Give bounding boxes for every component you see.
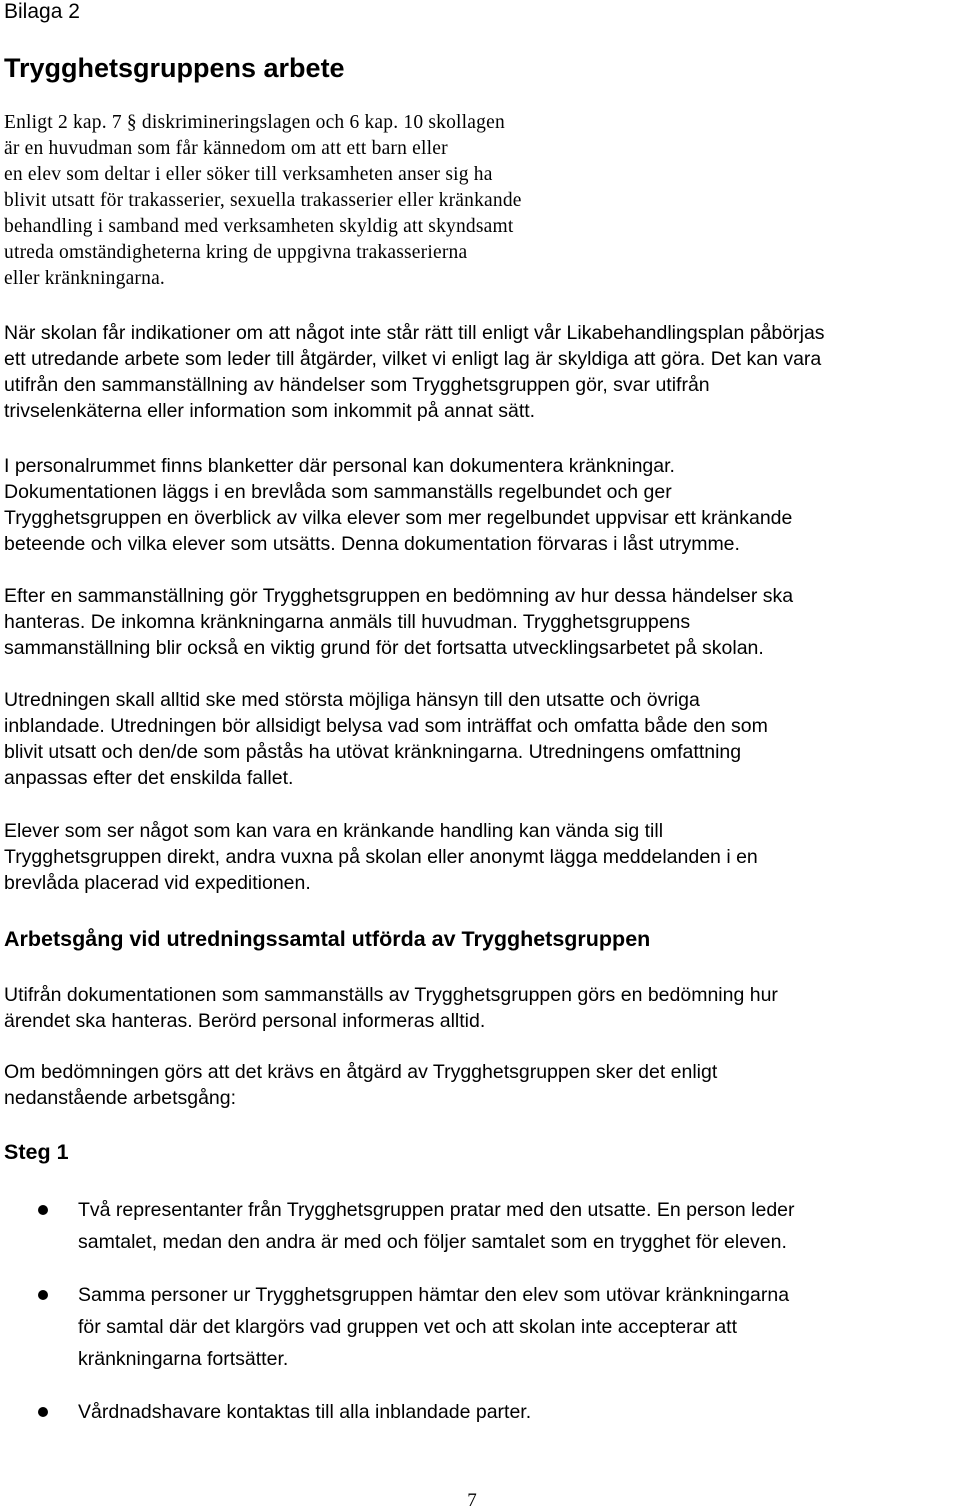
text-line: samtalet, medan den andra är med och följer samtalet som en trygghet för eleven. (78, 1231, 787, 1253)
bullet-icon (38, 1205, 48, 1215)
text-line: ärendet ska hanteras. Berörd personal informeras alltid. (4, 1010, 486, 1032)
text-line: trivselenkäterna eller information som inkommit på annat sätt. (4, 400, 536, 422)
text-line: Trygghetsgruppen direkt, andra vuxna på skolan eller anonymt lägga meddelanden i en (4, 846, 758, 868)
procedure-heading: Arbetsgång vid utredningssamtal utförda av Trygghetsgruppen (4, 927, 651, 951)
paragraph-documentation (4, 453, 956, 557)
paragraph-compilation (4, 583, 956, 661)
text-line: kränkningarna fortsätter. (78, 1348, 289, 1370)
text-line: är en huvudman som får kännedom om att ett barn eller (4, 138, 448, 159)
page-number: 7 (467, 1490, 477, 1511)
step-heading: Steg 1 (4, 1140, 69, 1164)
bullet-icon (38, 1407, 48, 1417)
text-line: brevlåda placerad vid expeditionen. (4, 872, 311, 894)
text-line: Utifrån dokumentationen som sammanställs av Trygghetsgruppen görs en bedömning hur (4, 984, 778, 1006)
text-line: Enligt 2 kap. 7 § diskrimineringslagen och 6 kap. 10 skollagen (4, 112, 505, 133)
bullet-icon (38, 1290, 48, 1300)
paragraph-reporting (4, 818, 956, 896)
paragraph-action (4, 1059, 956, 1111)
text-line: blivit utsatt och den/de som påstås ha utövat kränkningarna. Utredningens omfattning (4, 741, 742, 763)
text-line: sammanställning blir också en viktig grund för det fortsatta utvecklingsarbetet på skolan. (4, 637, 764, 659)
law-reference-paragraph (4, 110, 644, 292)
text-line: nedanstående arbetsgång: (4, 1087, 237, 1109)
text-line: en elev som deltar i eller söker till verksamheten anser sig ha (4, 164, 493, 185)
text-line: Två representanter från Trygghetsgruppen pratar med den utsatte. En person leder (78, 1199, 795, 1221)
appendix-label: Bilaga 2 (4, 0, 80, 23)
text-line: När skolan får indikationer om att något inte står rätt till enligt vår Likabehandlingsplan påbörjas (4, 322, 825, 344)
text-line: Samma personer ur Trygghetsgruppen hämtar den elev som utövar kränkningarna (78, 1284, 790, 1306)
text-line: Trygghetsgruppen en överblick av vilka elever som mer regelbundet uppvisar ett kränkande (4, 507, 793, 529)
text-line: eller kränkningarna. (4, 268, 166, 289)
text-line: utifrån den sammanställning av händelser som Trygghetsgruppen gör, svar utifrån (4, 374, 710, 396)
paragraph-investigation (4, 687, 956, 791)
text-line: behandling i samband med verksamheten skyldig att skyndsamt (4, 216, 514, 237)
list-item-text (78, 1396, 531, 1428)
text-line: utreda omständigheterna kring de uppgivna trakasserierna (4, 242, 468, 263)
text-line: beteende och vilka elever som utsätts. Denna dokumentation förvaras i låst utrymme. (4, 533, 740, 555)
text-line: I personalrummet finns blanketter där personal kan dokumentera kränkningar. (4, 455, 675, 477)
text-line: anpassas efter det enskilda fallet. (4, 767, 294, 789)
paragraph-indications (4, 320, 956, 424)
text-line: hanteras. De inkomna kränkningarna anmäls till huvudman. Trygghetsgruppens (4, 611, 691, 633)
text-line: inblandade. Utredningen bör allsidigt belysa vad som inträffat och omfatta både den som (4, 715, 768, 737)
list-item-text (78, 1279, 789, 1375)
text-line: Vårdnadshavare kontaktas till alla inblandade parter. (78, 1401, 532, 1423)
document-title: Trygghetsgruppens arbete (4, 53, 345, 83)
text-line: Efter en sammanställning gör Trygghetsgruppen en bedömning av hur dessa händelser ska (4, 585, 794, 607)
text-line: Dokumentationen läggs i en brevlåda som sammanställs regelbundet och ger (4, 481, 672, 503)
text-line: ett utredande arbete som leder till åtgärder, vilket vi enligt lag är skyldiga att göra. Det kan vara (4, 348, 822, 370)
list-item-text (78, 1194, 795, 1258)
text-line: för samtal där det klargörs vad gruppen vet och att skolan inte accepterar att (78, 1316, 738, 1338)
text-line: blivit utsatt för trakasserier, sexuella trakasserier eller kränkande (4, 190, 522, 211)
text-line: Elever som ser något som kan vara en kränkande handling kan vända sig till (4, 820, 664, 842)
text-line: Utredningen skall alltid ske med största möjliga hänsyn till den utsatte och övriga (4, 689, 700, 711)
text-line: Om bedömningen görs att det krävs en åtgärd av Trygghetsgruppen sker det enligt (4, 1061, 718, 1083)
paragraph-assessment (4, 982, 956, 1034)
